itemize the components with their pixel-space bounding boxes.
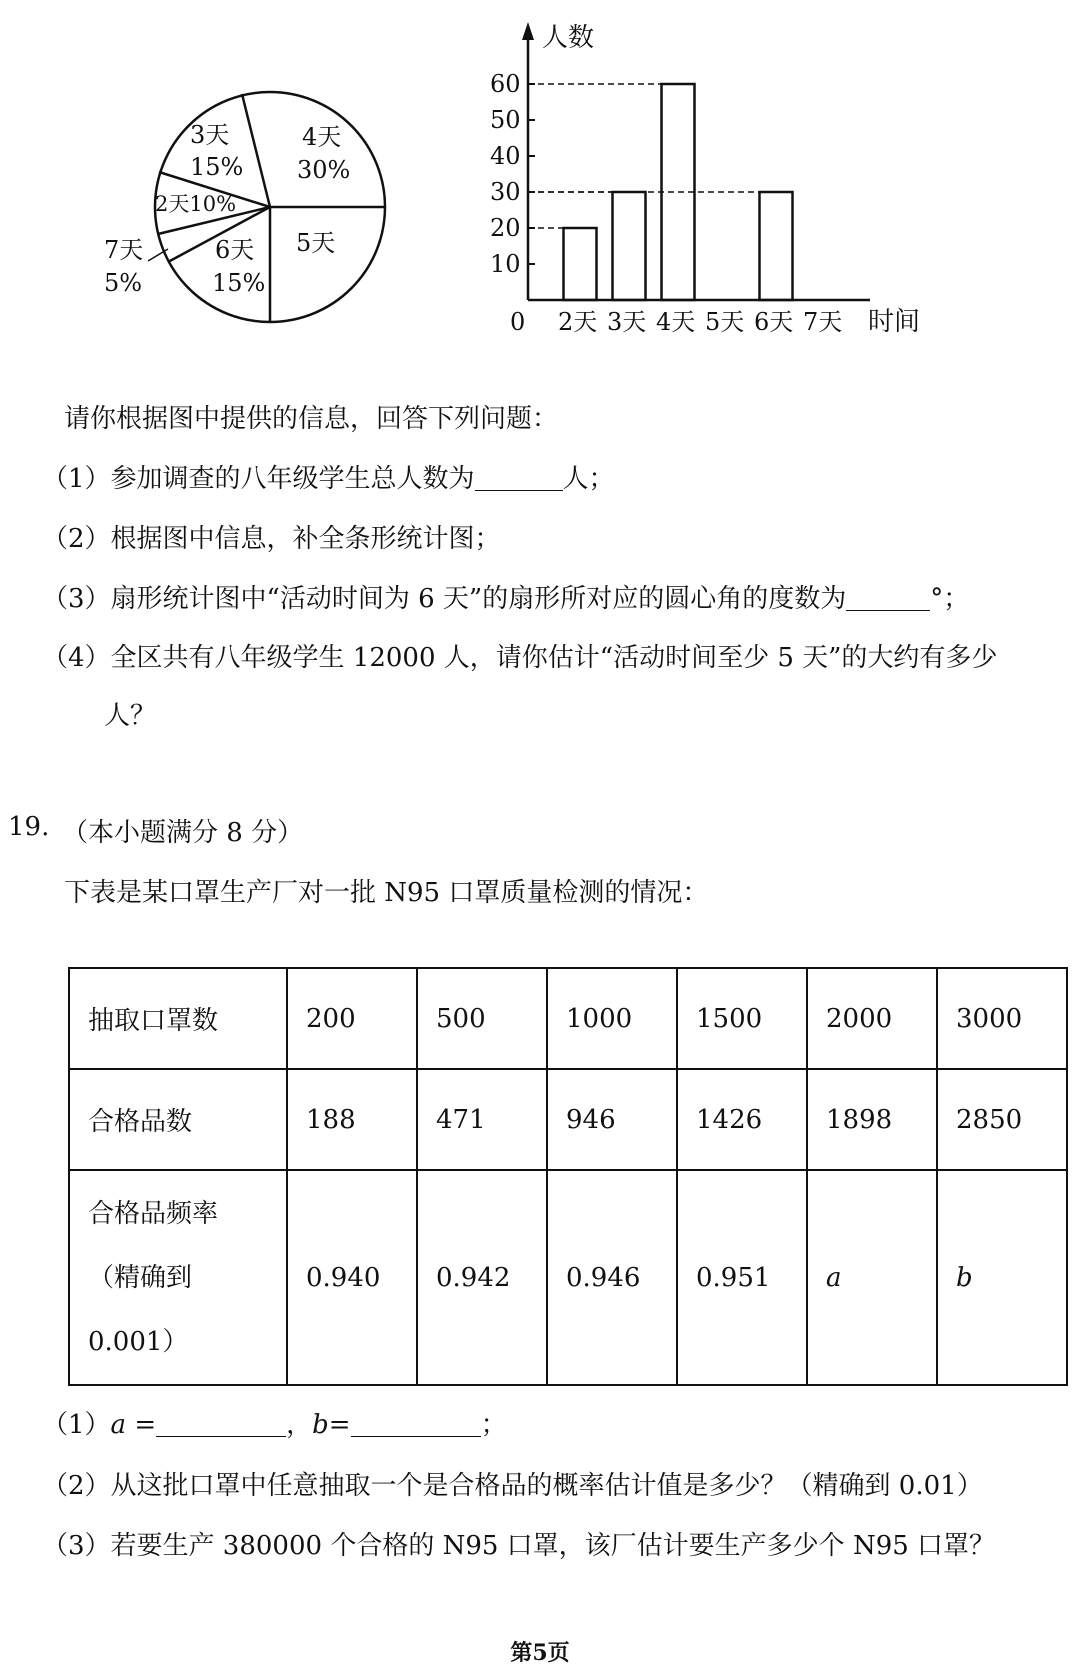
row3-label-line1: 合格品频率 bbox=[88, 1198, 219, 1229]
bar-chart bbox=[470, 0, 950, 345]
table-cell: 1898 bbox=[807, 1069, 937, 1170]
q18-part4: （4）全区共有八年级学生 12000 人，请你估计“活动时间至少 5 天”的大约有多少 bbox=[42, 643, 998, 673]
y-tick-label: 50 bbox=[490, 106, 521, 134]
origin-label: 0 bbox=[510, 308, 526, 336]
table-cell: 0.940 bbox=[287, 1170, 417, 1385]
q19-header: （本小题满分 8 分） bbox=[62, 818, 304, 848]
table-row bbox=[69, 968, 1067, 1069]
pie-label-3day-pct: 15% bbox=[190, 153, 244, 181]
bar-6天 bbox=[760, 192, 793, 300]
x-tick-label: 6天 bbox=[754, 308, 794, 336]
table-cell: 3000 bbox=[937, 968, 1067, 1069]
bar-2天 bbox=[564, 228, 597, 300]
pie-label-3day-name: 3天 bbox=[190, 121, 230, 149]
q18-part1-unit: 人； bbox=[562, 464, 615, 494]
table-cell: 946 bbox=[547, 1069, 677, 1170]
y-tick-label: 30 bbox=[490, 178, 521, 206]
table-cell: 0.946 bbox=[547, 1170, 677, 1385]
q18-part3-unit: °； bbox=[930, 584, 970, 614]
row2-label: 合格品数 bbox=[69, 1069, 287, 1170]
q19-sub1-eq2: = bbox=[328, 1410, 351, 1440]
y-tick-label: 60 bbox=[490, 70, 521, 98]
x-tick-label: 4天 bbox=[656, 308, 696, 336]
pie-label-5day-name: 5天 bbox=[296, 229, 336, 257]
table-cell: 500 bbox=[417, 968, 547, 1069]
q18-part1 bbox=[42, 458, 615, 495]
pie-label-7day-name: 7天 bbox=[104, 236, 144, 264]
instructions: 请你根据图中提供的信息，回答下列问题： bbox=[64, 404, 559, 434]
table-cell: 1000 bbox=[547, 968, 677, 1069]
q18-part1-text: （1）参加调查的八年级学生总人数为 bbox=[42, 464, 475, 494]
table-cell: 2000 bbox=[807, 968, 937, 1069]
pie-chart bbox=[0, 0, 420, 360]
q19-sub3: （3）若要生产 380000 个合格的 N95 口罩，该厂估计要生产多少个 N95 口罩？ bbox=[42, 1531, 996, 1561]
table-cell: 1500 bbox=[677, 968, 807, 1069]
answer-blank-total[interactable] bbox=[475, 468, 563, 491]
x-axis-label: 时间 bbox=[868, 307, 921, 337]
pie-divider-4day-3day bbox=[242, 94, 270, 207]
table-row bbox=[69, 1170, 1067, 1385]
q19-sub1 bbox=[42, 1404, 507, 1441]
q19-intro: 下表是某口罩生产厂对一批 N95 口罩质量检测的情况： bbox=[64, 878, 709, 908]
q18-part3-text: （3）扇形统计图中“活动时间为 6 天”的扇形所对应的圆心角的度数为 bbox=[42, 584, 847, 614]
table-cell: 1426 bbox=[677, 1069, 807, 1170]
table-cell: 0.942 bbox=[417, 1170, 547, 1385]
pie-label-6day-name: 6天 bbox=[215, 236, 255, 264]
table-cell: 471 bbox=[417, 1069, 547, 1170]
q19-sub2: （2）从这批口罩中任意抽取一个是合格品的概率估计值是多少？（精确到 0.01） bbox=[42, 1471, 983, 1501]
q18-part3 bbox=[42, 578, 969, 615]
q19-number: 19. bbox=[8, 812, 50, 842]
q18-part4-cont: 人？ bbox=[104, 701, 157, 731]
x-tick-label: 2天 bbox=[558, 308, 598, 336]
var-b: b bbox=[312, 1410, 329, 1440]
table-cell: 0.951 bbox=[677, 1170, 807, 1385]
q19-sub1-prefix: （1） bbox=[42, 1410, 111, 1440]
x-tick-label: 7天 bbox=[803, 308, 843, 336]
table-cell: 2850 bbox=[937, 1069, 1067, 1170]
x-tick-label: 5天 bbox=[705, 308, 745, 336]
pie-label-2day: 2天10% bbox=[155, 192, 237, 216]
x-tick-label: 3天 bbox=[607, 308, 647, 336]
table-cell: b bbox=[937, 1170, 1067, 1385]
q19-sub1-sep: ， bbox=[286, 1410, 313, 1440]
q18-part2: （2）根据图中信息，补全条形统计图； bbox=[42, 524, 501, 554]
pie-label-4day-pct: 30% bbox=[297, 156, 351, 184]
row1-label: 抽取口罩数 bbox=[69, 968, 287, 1069]
pie-label-7day-pct: 5% bbox=[104, 269, 143, 297]
y-tick-label: 20 bbox=[490, 214, 521, 242]
y-tick-label: 10 bbox=[490, 250, 521, 278]
pie-label-4day-name: 4天 bbox=[302, 123, 342, 151]
table-cell: a bbox=[807, 1170, 937, 1385]
table-cell: 200 bbox=[287, 968, 417, 1069]
q19-sub1-eq: = bbox=[126, 1410, 157, 1440]
q19-sub1-end: ； bbox=[480, 1410, 507, 1440]
bar-3天 bbox=[613, 192, 646, 300]
var-a: a bbox=[110, 1410, 127, 1440]
answer-blank-b[interactable] bbox=[351, 1414, 481, 1437]
row3-label-line2: （精确到 bbox=[88, 1262, 193, 1293]
page-footer: 第5页 bbox=[510, 1640, 570, 1666]
quality-table bbox=[68, 967, 1068, 1386]
pie-label-6day-pct: 15% bbox=[212, 269, 266, 297]
row3-label bbox=[69, 1170, 287, 1385]
y-axis-label: 人数 bbox=[542, 23, 595, 53]
y-tick-label: 40 bbox=[490, 142, 521, 170]
row3-label-line3: 0.001） bbox=[88, 1326, 189, 1357]
table-row bbox=[69, 1069, 1067, 1170]
answer-blank-angle[interactable] bbox=[846, 588, 930, 611]
answer-blank-a[interactable] bbox=[156, 1414, 286, 1437]
table-cell: 188 bbox=[287, 1069, 417, 1170]
y-axis-arrow bbox=[522, 22, 534, 40]
